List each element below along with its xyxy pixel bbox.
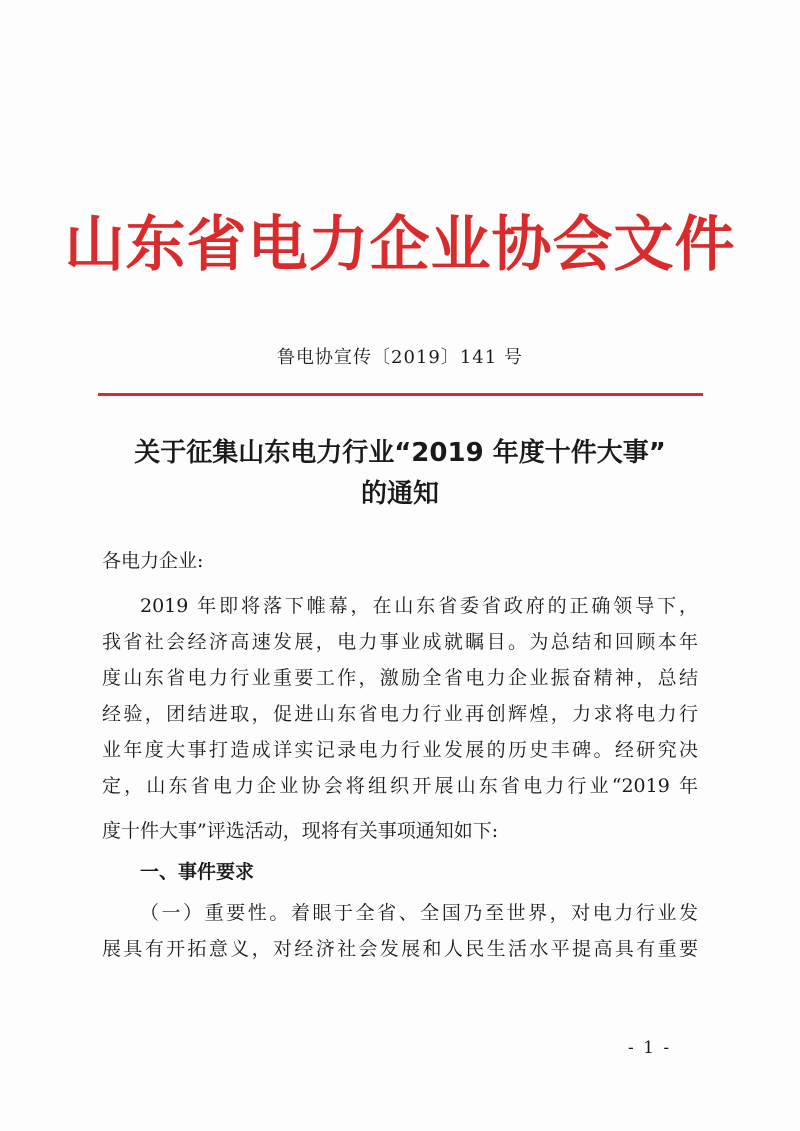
paragraph-line: 我省社会经济高速发展，电力事业成就瞩目。为总结和回顾本年 [102, 631, 698, 653]
paragraph-line: 定，山东省电力企业协会将组织开展山东省电力行业“2019 年 [102, 775, 698, 797]
notice-title-line-2: 的通知 [360, 479, 439, 509]
section-heading: 一、事件要求 [140, 861, 255, 883]
page-number: - 1 - [628, 1038, 672, 1058]
red-divider-line [98, 393, 703, 396]
addressee: 各电力企业: [102, 550, 204, 572]
paragraph-line: 度十件大事”评选活动，现将有关事项通知如下: [102, 820, 499, 842]
paragraph-line: 业年度大事打造成详实记录电力行业发展的历史丰碑。经研究决 [102, 739, 698, 761]
paragraph-line: 2019 年即将落下帷幕，在山东省委省政府的正确领导下， [140, 595, 698, 617]
paragraph-line: 经验，团结进取，促进山东省电力行业再创辉煌，力求将电力行 [102, 703, 698, 725]
document-header-title: 山东省电力企业协会文件 [64, 210, 736, 280]
document-number: 鲁电协宣传〔2019〕141 号 [277, 347, 523, 368]
paragraph-line: 度山东省电力行业重要工作，激励全省电力企业振奋精神，总结 [102, 667, 698, 689]
notice-title-line-1: 关于征集山东电力行业“2019 年度十件大事” [134, 438, 666, 468]
item-line: 展具有开拓意义，对经济社会发展和人民生活水平提高具有重要 [102, 938, 698, 960]
item-line: （一）重要性。着眼于全省、全国乃至世界，对电力行业发 [140, 902, 698, 924]
